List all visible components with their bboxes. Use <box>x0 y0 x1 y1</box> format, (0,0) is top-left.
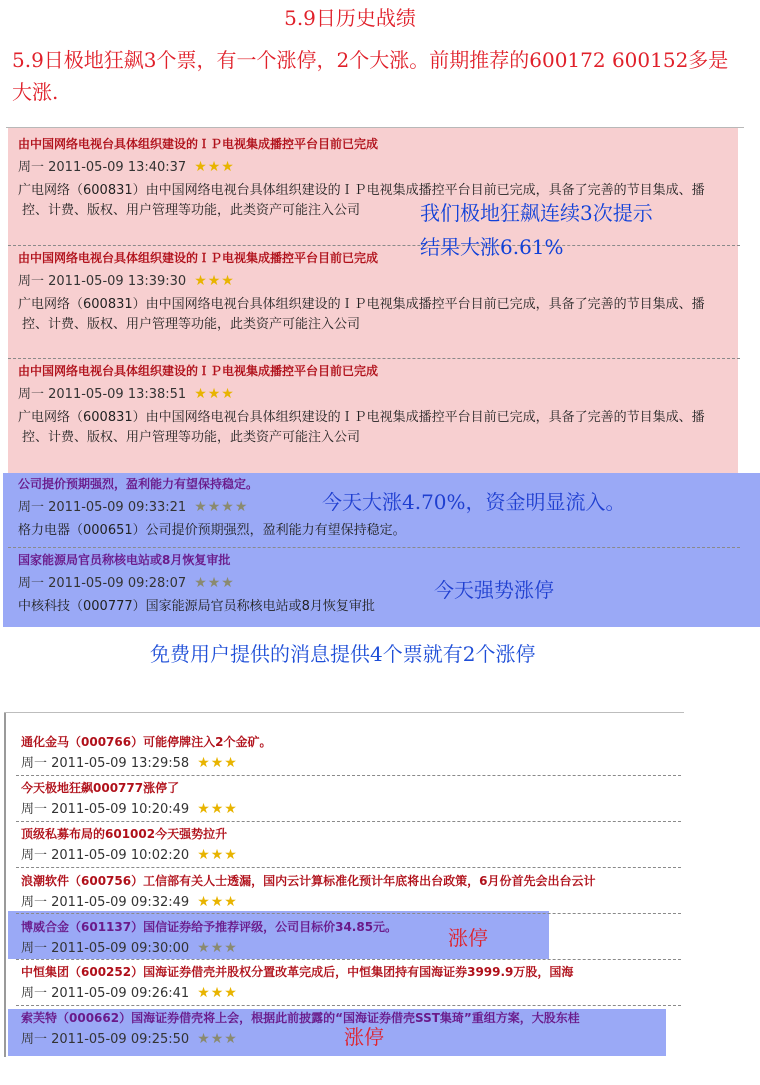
rating-stars-icon: ★★★ <box>197 847 238 863</box>
divider <box>16 775 681 776</box>
rating-stars-icon: ★★★ <box>194 386 235 402</box>
news-date: 周一 2011-05-09 09:30:00 ★★★ <box>21 940 238 956</box>
limit-up-tag: 涨停 <box>448 926 488 950</box>
news-item <box>18 551 733 617</box>
annotation-note: 我们极地狂飙连续3次提示 <box>420 201 653 225</box>
rating-stars-icon: ★★★ <box>197 755 238 771</box>
divider <box>8 547 740 548</box>
divider <box>4 712 684 713</box>
rating-stars-icon: ★★★ <box>194 273 235 289</box>
news-date: 周一 2011-05-09 10:20:49 ★★★ <box>21 801 238 817</box>
rating-stars-icon: ★★★ <box>194 159 235 175</box>
news-title-link[interactable]: 中恒集团（600252）国海证券借壳并股权分置改革完成后，中恒集团持有国海证券3999.9万股，国海 <box>21 965 574 979</box>
news-date: 周一 2011-05-09 13:39:30 ★★★ <box>18 271 733 291</box>
news-item <box>18 362 733 448</box>
rating-stars-icon: ★★★ <box>197 940 238 956</box>
rating-stars-icon: ★★★ <box>197 1031 238 1047</box>
news-body-cont: 控、计费、版权、用户管理等功能，此类资产可能注入公司 <box>22 317 361 332</box>
news-panel-main <box>8 127 744 627</box>
news-title-link[interactable]: 由中国网络电视台具体组织建设的ＩＰ电视集成播控平台目前已完成 <box>18 364 379 378</box>
news-title-link[interactable]: 索芙特（000662）国海证券借壳将上会，根据此前披露的“国海证券借壳SST集琦”重组方案，大股东桂 <box>21 1011 580 1025</box>
divider <box>8 245 740 246</box>
summary-text: 5.9日极地狂飙3个票，有一个涨停，2个大涨。前期推荐的600172 600152多是大涨. <box>12 48 729 104</box>
news-title-link[interactable]: 国家能源局官员称核电站或8月恢复审批 <box>18 553 231 567</box>
news-body: 广电网络（600831）由中国网络电视台具体组织建设的ＩＰ电视集成播控平台目前已完成，具备了完善的节目集成、播 <box>18 410 705 425</box>
news-date: 周一 2011-05-09 10:02:20 ★★★ <box>21 847 238 863</box>
news-body: 广电网络（600831）由中国网络电视台具体组织建设的ＩＰ电视集成播控平台目前已完成，具备了完善的节目集成、播 <box>18 297 705 312</box>
list-item <box>21 779 671 818</box>
news-date: 周一 2011-05-09 09:28:07 ★★★ <box>18 573 733 593</box>
rating-stars-icon: ★★★ <box>197 985 238 1001</box>
news-title-link[interactable]: 公司提价预期强烈，盈利能力有望保持稳定。 <box>18 477 259 491</box>
news-body-cont: 控、计费、版权、用户管理等功能，此类资产可能注入公司 <box>22 203 361 218</box>
annotation-note: 结果大涨6.61% <box>420 235 564 259</box>
list-item <box>21 918 671 957</box>
news-title-link[interactable]: 今天极地狂飙000777涨停了 <box>21 781 180 795</box>
news-date: 周一 2011-05-09 09:32:49 ★★★ <box>21 894 238 910</box>
divider <box>16 867 681 868</box>
news-date: 周一 2011-05-09 13:29:58 ★★★ <box>21 755 238 771</box>
divider <box>16 959 681 960</box>
news-title-link[interactable]: 通化金马（000766）可能停牌注入2个金矿。 <box>21 735 272 749</box>
news-date: 周一 2011-05-09 13:40:37 ★★★ <box>18 157 733 177</box>
divider <box>16 821 681 822</box>
divider <box>6 127 744 128</box>
divider <box>4 712 6 1057</box>
news-body: 广电网络（600831）由中国网络电视台具体组织建设的ＩＰ电视集成播控平台目前已完成，具备了完善的节目集成、播 <box>18 183 705 198</box>
news-date: 周一 2011-05-09 13:38:51 ★★★ <box>18 384 733 404</box>
news-title-link[interactable]: 浪潮软件（600756）工信部有关人士透漏，国内云计算标准化预计年底将出台政策，6月份首先会出台云计 <box>21 874 596 888</box>
news-title-link[interactable]: 博威合金（601137）国信证券给予推荐评级，公司目标价34.85元。 <box>21 920 398 934</box>
news-title-link[interactable]: 顶级私募布局的601002今天强势拉升 <box>21 827 228 841</box>
news-body: 中核科技（000777）国家能源局官员称核电站或8月恢复审批 <box>18 599 375 614</box>
news-title-link[interactable]: 由中国网络电视台具体组织建设的ＩＰ电视集成播控平台目前已完成 <box>18 137 379 151</box>
rating-stars-icon: ★★★ <box>197 801 238 817</box>
news-date: 周一 2011-05-09 09:33:21 ★★★★ <box>18 497 733 517</box>
list-item <box>21 733 671 772</box>
rating-stars-icon: ★★★ <box>197 894 238 910</box>
list-item <box>21 825 671 864</box>
divider <box>16 1005 681 1006</box>
news-date: 周一 2011-05-09 09:25:50 ★★★ <box>21 1031 238 1047</box>
divider <box>16 913 681 914</box>
limit-up-tag: 涨停 <box>344 1025 384 1049</box>
annotation-note: 今天大涨4.70%，资金明显流入。 <box>322 490 626 514</box>
rating-stars-icon: ★★★★ <box>194 499 249 515</box>
rating-stars-icon: ★★★ <box>194 575 235 591</box>
free-user-note: 免费用户提供的消息提供4个票就有2个涨停 <box>150 642 536 666</box>
news-body-cont: 控、计费、版权、用户管理等功能，此类资产可能注入公司 <box>22 430 361 445</box>
annotation-note: 今天强势涨停 <box>434 578 554 602</box>
news-panel-free <box>4 712 694 1062</box>
list-item <box>21 963 671 1002</box>
news-body: 格力电器（000651）公司提价预期强烈，盈利能力有望保持稳定。 <box>18 523 406 538</box>
page-title: 5.9日历史战绩 <box>284 6 416 30</box>
news-title-link[interactable]: 由中国网络电视台具体组织建设的ＩＰ电视集成播控平台目前已完成 <box>18 251 379 265</box>
list-item <box>21 872 671 911</box>
divider <box>8 358 740 359</box>
news-item <box>18 249 733 335</box>
news-date: 周一 2011-05-09 09:26:41 ★★★ <box>21 985 238 1001</box>
